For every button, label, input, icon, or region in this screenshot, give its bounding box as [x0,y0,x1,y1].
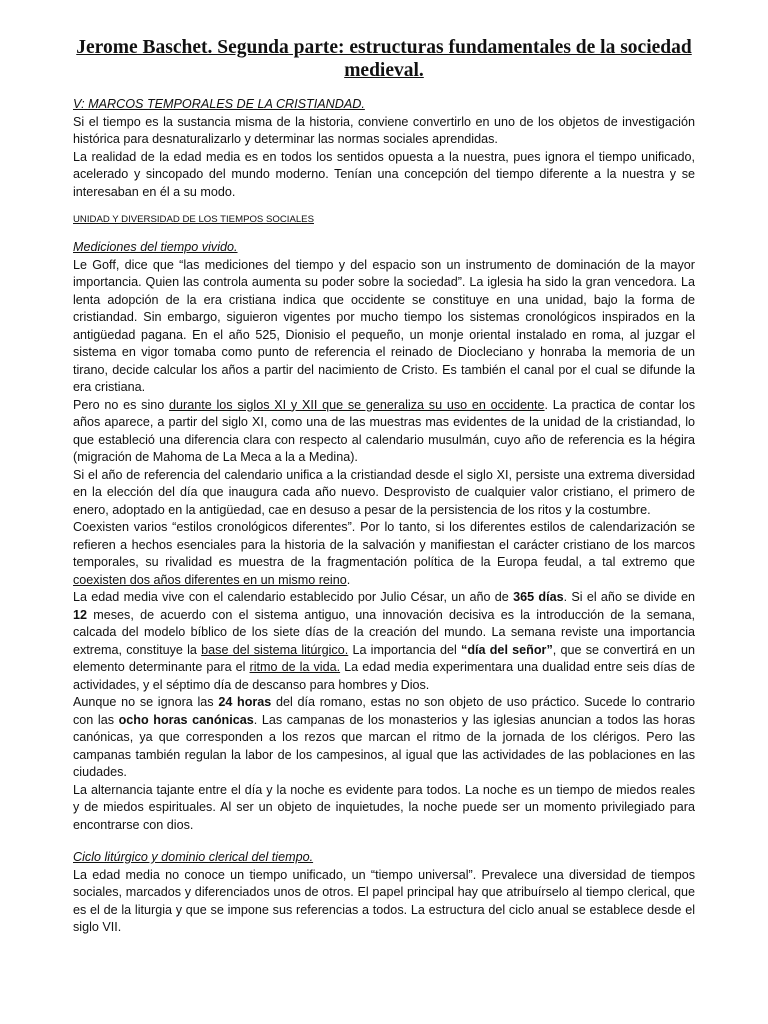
paragraph-estilos-cronologicos [73,519,695,589]
underlined-phrase: base del sistema litúrgico. [201,642,349,657]
text-segment: . [346,572,351,587]
topic-heading-ciclo-liturgico: Ciclo litúrgico y dominio clerical del tiempo. [73,850,314,864]
subheading: UNIDAD Y DIVERSIDAD DE LOS TIEMPOS SOCIALES [73,214,314,225]
text-segment: Coexisten varios “estilos cronológicos diferentes”. Por lo tanto, si los diferentes estilos de calendarización se refieren a hechos esenciales para la historia de la salvación y manifiestan el carácter cristiano de los marcos temporales, su rivalidad es muestra de la fragmentación política de la Europa feudal, a tal extremo que [73,520,695,569]
bold-phrase: 365 días [513,590,564,604]
text-segment: Pero no es sino [73,397,170,412]
bold-phrase: 12 [73,607,88,622]
intro-paragraph-2: La realidad de la edad media es en todos los sentidos opuesta a la nuestra, pues ignora el tiempo unificado, acelerado y sincopado del mundo moderno. Tenían una concepción del tiempo diferente a la nuestra y se interesaban en él a su modo. [73,149,695,199]
text-segment: La edad media vive con el calendario establecido por Julio César, un año de [73,590,514,604]
topic-heading-mediciones: Mediciones del tiempo vivido. [73,240,238,254]
text-segment: del día romano, estas no son objeto de uso práctico. Sucede lo contrario con las [73,695,695,727]
bold-phrase: “día del señor” [461,642,553,657]
paragraph-le-goff: Le Goff, dice que “las mediciones del tiempo y del espacio son un instrumento de dominación de la mayor importancia. Quien las controla aumenta su poder sobre la sociedad”. La iglesia ha sido la gran vencedora. La lenta adopción de la era cristiana indica que occidente se constituye en una unidad, bajo la forma de cristiandad. Sin embargo, siguieron vigentes por mucho tiempo los sistemas cronológicos inspirados en la antigüedad pagana. En el año 525, Dionisio el pequeño, un monje oriental instalado en roma, al juzgar el sistema en vigor tomaba como punto de referencia el reinado de Diocleciano y honraba la memoria de un tirano, decide calcular los años a partir del nacimiento de Cristo. Es también el canal por el cual se difunde la era cristiana. [73,257,695,394]
bold-phrase: ocho horas canónicas [118,712,254,727]
paragraph-calendario-julio-cesar [73,589,695,694]
paragraph-tiempo-universal: La edad media no conoce un tiempo unificado, un “tiempo universal”. Prevalece una diversidad de tiempos sociales, marcados y diferenciados unos de otros. El papel principal hay que atribuírselo al tiempo clerical, que es el de la liturgia y que se impone sus referencias a todos. La estructura del ciclo anual se establece desde el siglo VII. [73,867,695,934]
text-segment: , que se convertirá en un elemento determinante para el [73,642,695,674]
underlined-phrase: ritmo de la vida. [249,660,341,674]
text-segment: . La practica de contar los años aparece, a partir del siglo XI, como una de las muestras mas evidentes de la unidad de la cristiandad, lo que estableció una diferencia clara con respecto al calendario musulmán, cuyo año de referencia es la hégira (migración de Mahoma de La Meca a la a Medina). [73,397,695,464]
text-segment: . Si el año se divide en [563,590,695,604]
bold-phrase: 24 horas [218,695,272,709]
text-segment: . Las campanas de los monasterios y las iglesias anuncian a todos las horas canónicas, ya que corresponden a los rezos que marcan el ritmo de la jornada de los clérigos. Pero las campanas también regulan la labor de los campesinos, al igual que las actividades de las poblaciones en las ciudades. [73,712,695,779]
text-segment: La importancia del [348,642,462,657]
paragraph-horas-canonicas [73,694,695,782]
underlined-phrase: coexisten dos años diferentes en un mismo reino [73,572,347,587]
intro-paragraph-1: Si el tiempo es la sustancia misma de la historia, conviene convertirlo en uno de los objetos de investigación histórica para desnaturalizarlo y determinar las normas sociales aprendidas. [73,114,695,146]
paragraph-siglos-xi-xii [73,397,695,467]
text-segment: La edad media experimentara una dualidad entre seis días de actividades, y el séptimo día de descanso para hombres y Dios. [73,660,695,692]
paragraph-dia-y-noche: La alternancia tajante entre el día y la noche es evidente para todos. La noche es un tiempo de miedos reales y de miedos espirituales. Al ser un objeto de inquietudes, la noche puede ser un momento privilegiado para encontrarse con dios. [73,782,695,832]
underlined-phrase: durante los siglos XI y XII que se generaliza su uso en occidente [169,397,545,412]
document-title: Jerome Baschet. Segunda parte: estructuras fundamentales de la sociedad medieval. [76,37,692,81]
section-heading: V: MARCOS TEMPORALES DE LA CRISTIANDAD. [73,97,365,111]
paragraph-ano-de-referencia: Si el año de referencia del calendario unifica a la cristiandad desde el siglo XI, persiste una extrema diversidad en la elección del día que inaugura cada año nuevo. Desprovisto de cualquier valor cristiano, el primero de enero, adoptado en la antigüedad, cae en desuso a pesar de la persistencia de los ritos y la costumbre. [73,467,695,517]
text-segment: meses, de acuerdo con el sistema antiguo, una innovación decisiva es la introducción de la semana, calcada del modelo bíblico de los siete días de la creación del mundo. La semana reviste una importancia extrema, constituye la [73,607,695,657]
text-segment: Aunque no se ignora las [73,695,219,709]
